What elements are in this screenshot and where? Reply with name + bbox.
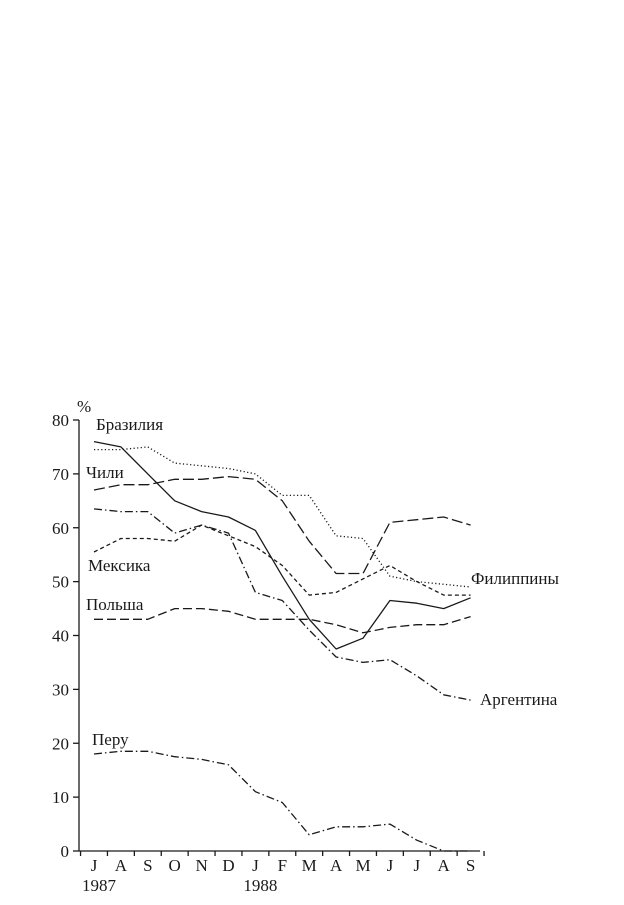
series-label: Перу (92, 730, 129, 749)
x-tick-label: S (143, 856, 153, 875)
series-label: Аргентина (480, 690, 558, 709)
series-label: Бразилия (96, 415, 164, 434)
series-label: Польша (86, 595, 144, 614)
x-ticks (81, 851, 485, 875)
y-ticks (52, 411, 79, 861)
x-year-label: 1987 (82, 876, 116, 895)
x-tick-label: M (301, 856, 317, 875)
y-tick-label: 10 (52, 788, 69, 808)
x-tick-label: O (168, 856, 181, 875)
series-line (94, 751, 471, 851)
x-tick-label: N (195, 856, 208, 875)
series-labels (86, 415, 560, 749)
y-tick-label: 0 (60, 842, 69, 861)
x-tick-label: S (465, 856, 476, 875)
y-tick-label: 80 (52, 411, 69, 430)
y-axis-unit-label: % (77, 397, 92, 416)
y-tick-label: 20 (52, 734, 69, 754)
x-tick-label: J (252, 856, 259, 875)
series-lines (94, 442, 471, 851)
series-line (94, 477, 471, 574)
series-label: Филиппины (471, 569, 559, 588)
x-tick-label: J (413, 856, 421, 875)
x-tick-label: A (437, 856, 450, 875)
series-line (94, 609, 471, 633)
y-tick-label: 50 (52, 572, 69, 592)
series-line (94, 525, 471, 595)
y-tick-label: 30 (52, 680, 69, 700)
x-tick-label: F (277, 856, 288, 875)
series-label: Мексика (88, 556, 151, 575)
y-tick-label: 40 (52, 626, 69, 646)
y-tick-label: 70 (52, 464, 69, 484)
x-tick-label: J (90, 856, 98, 875)
x-year-label: 1988 (243, 876, 278, 895)
series-label: Чили (86, 463, 124, 482)
x-tick-label: A (329, 856, 343, 875)
series-line (94, 509, 471, 700)
x-tick-label: D (222, 856, 235, 875)
x-year-labels (82, 876, 277, 895)
x-tick-label: J (386, 856, 394, 875)
y-tick-label: 60 (52, 518, 69, 538)
x-tick-label: A (114, 856, 128, 875)
x-tick-label: M (355, 856, 371, 875)
